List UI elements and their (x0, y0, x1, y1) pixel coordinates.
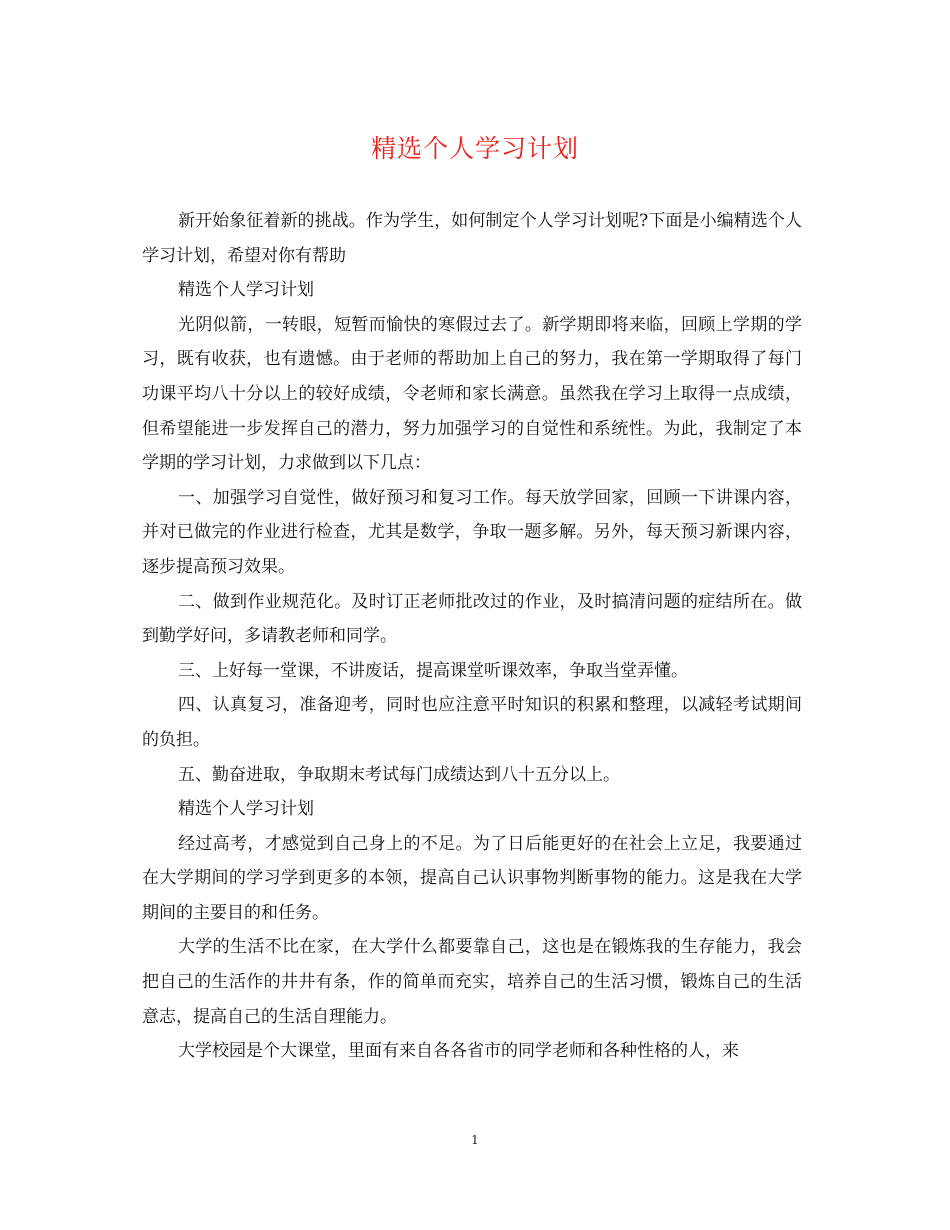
document-body (142, 204, 802, 1069)
body-paragraph: 经过高考，才感觉到自己身上的不足。为了日后能更好的在社会上立足，我要通过在大学期间的学习学到更多的本领，提高自己认识事物判断事物的能力。这是我在大学期间的主要目的和任务。 (142, 833, 802, 923)
body-paragraph: 大学校园是个大课堂，里面有来自各各省市的同学老师和各种性格的人，来 (178, 1041, 739, 1062)
list-item-5: 五、勤奋进取，争取期末考试每门成绩达到八十五分以上。 (178, 764, 620, 785)
intro-paragraph: 新开始象征着新的挑战。作为学生，如何制定个人学习计划呢?下面是小编精选个人学习计划，希望对你有帮助 (142, 211, 802, 266)
list-item-2: 二、做到作业规范化。及时订正老师批改过的作业，及时搞清问题的症结所在。做到勤学好问，多请教老师和同学。 (142, 591, 802, 647)
body-paragraph: 大学的生活不比在家，在大学什么都要靠自己，这也是在锻炼我的生存能力，我会把自己的生活作的井井有条，作的简单而充实，培养自己的生活习惯，锻炼自己的生活意志，提高自己的生活自理能力。 (142, 937, 802, 1027)
page-number: 1 (471, 1133, 479, 1147)
body-paragraph: 光阴似箭，一转眼，短暂而愉快的寒假过去了。新学期即将来临，回顾上学期的学习，既有收获，也有遗憾。由于老师的帮助加上自己的努力，我在第一学期取得了每门功课平均八十分以上的较好成绩，令老师和家长满意。虽然我在学习上取得一点成绩，但希望能进一步发挥自己的潜力，努力加强学习的自觉性和系统性。为此，我制定了本学期的学习计划，力求做到以下几点： (142, 314, 802, 474)
list-item-4: 四、认真复习，准备迎考，同时也应注意平时知识的积累和整理，以减轻考试期间的负担。 (142, 695, 802, 750)
list-item-1: 一、加强学习自觉性，做好预习和复习工作。每天放学回家，回顾一下讲课内容，并对已做完的作业进行检查，尤其是数学，争取一题多解。另外，每天预习新课内容，逐步提高预习效果。 (142, 487, 802, 577)
section-heading: 精选个人学习计划 (178, 799, 314, 820)
list-item-3: 三、上好每一堂课，不讲废话，提高课堂听课效率，争取当堂弄懂。 (178, 660, 688, 681)
document-title: 精选个人学习计划 (370, 134, 579, 163)
section-heading: 精选个人学习计划 (178, 280, 314, 301)
